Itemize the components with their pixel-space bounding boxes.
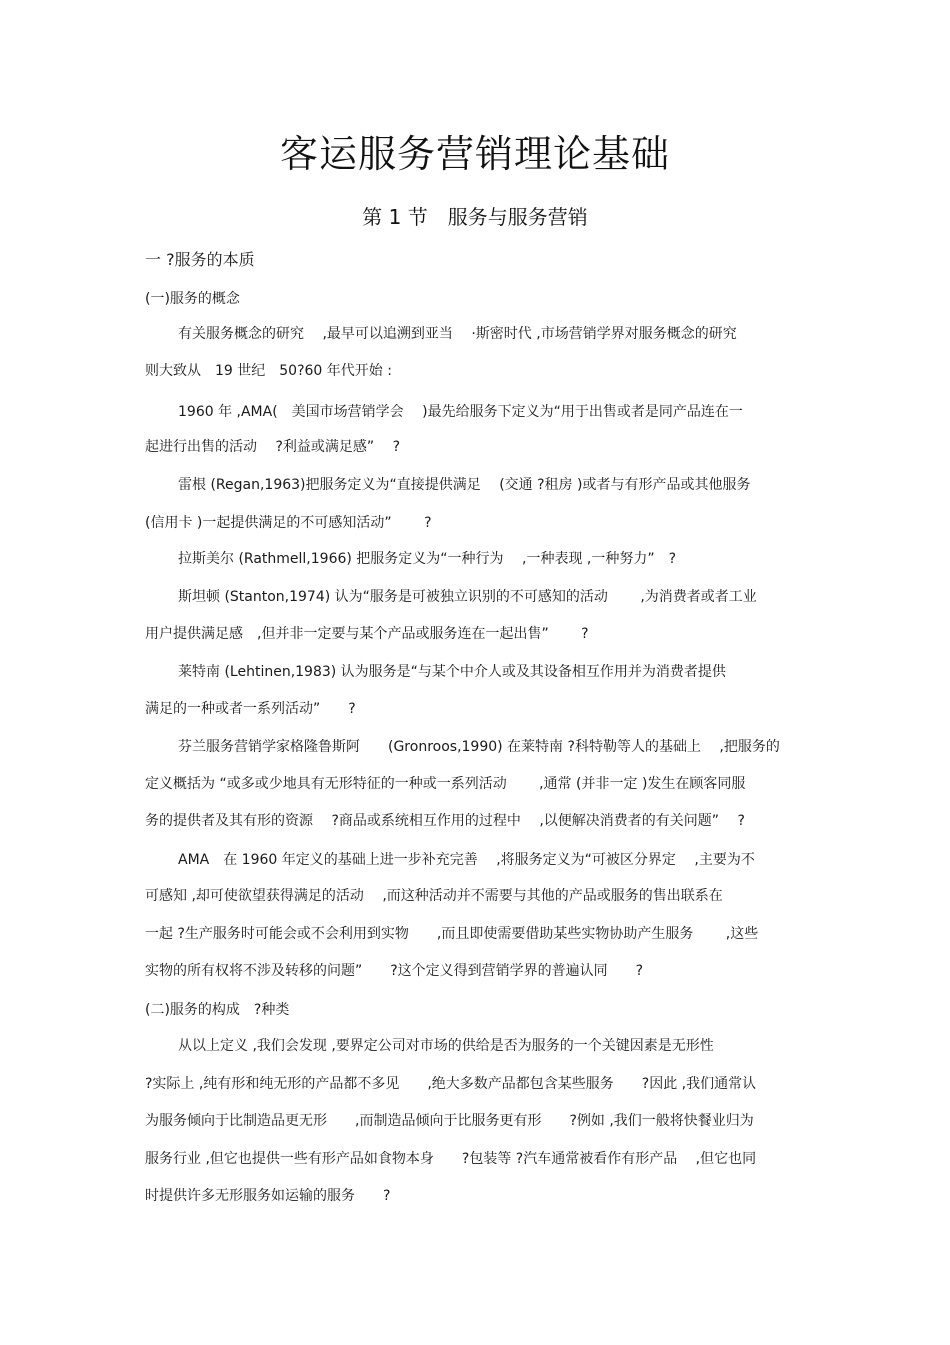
subheading-service-concept: (一)服务的概念	[145, 291, 240, 307]
section-title: 第 1 节 服务与服务营销	[362, 205, 588, 229]
text-line: 实物的所有权将不涉及转移的问题” ?这个定义得到营销学界的普遍认同 ?	[145, 963, 644, 979]
text-line: 1960 年 ,AMA( 美国市场营销学会 )最先给服务下定义为“用于出售或者是同产品连在一	[178, 404, 743, 420]
text-line: (信用卡 )一起提供满足的不可感知活动” ?	[145, 515, 432, 531]
text-line: 满足的一种或者一系列活动” ?	[145, 701, 356, 717]
text-line: 雷根 (Regan,1963)把服务定义为“直接提供满足 (交通 ?租房 )或者与有形产品或其他服务	[178, 477, 751, 493]
text-line: AMA 在 1960 年定义的基础上进一步补充完善 ,将服务定义为“可被区分界定 ,主要为不	[178, 852, 755, 868]
text-line: 有关服务概念的研究 ,最早可以追溯到亚当 ·斯密时代 ,市场营销学界对服务概念的研究	[178, 326, 737, 342]
text-line: 拉斯美尔 (Rathmell,1966) 把服务定义为“一种行为 ,一种表现 ,一种努力” ?	[178, 551, 677, 567]
text-line: 莱特南 (Lehtinen,1983) 认为服务是“与某个中介人或及其设备相互作用并为消费者提供	[178, 664, 726, 680]
text-line: 从以上定义 ,我们会发现 ,要界定公司对市场的供给是否为服务的一个关键因素是无形性	[178, 1038, 714, 1054]
text-line: 起进行出售的活动 ?利益或满足感” ?	[145, 439, 401, 455]
text-line: 可感知 ,却可使欲望获得满足的活动 ,而这种活动并不需要与其他的产品或服务的售出联系在	[145, 888, 723, 904]
text-line: 定义概括为 “或多或少地具有无形特征的一种或一系列活动 ,通常 (并非一定 )发生在顾客同服	[145, 776, 746, 792]
text-line: 为服务倾向于比制造品更无形 ,而制造品倾向于比服务更有形 ?例如 ,我们一般将快餐业归为	[145, 1113, 754, 1129]
text-line: 一起 ?生产服务时可能会或不会利用到实物 ,而且即使需要借助某些实物协助产生服务 ,这些	[145, 926, 759, 942]
text-line: 用户提供满足感 ,但并非一定要与某个产品或服务连在一起出售” ?	[145, 626, 589, 642]
text-line: 斯坦顿 (Stanton,1974) 认为“服务是可被独立识别的不可感知的活动 ,为消费者或者工业	[178, 589, 757, 605]
text-line: 务的提供者及其有形的资源 ?商品或系统相互作用的过程中 ,以便解决消费者的有关问题” ?	[145, 813, 745, 829]
text-line: ?实际上 ,纯有形和纯无形的产品都不多见 ,绝大多数产品都包含某些服务 ?因此 ,我们通常认	[145, 1076, 757, 1092]
text-line: 芬兰服务营销学家格隆鲁斯阿 (Gronroos,1990) 在莱特南 ?科特勒等人的基础上 ,把服务的	[178, 739, 780, 755]
text-line: 则大致从 19 世纪 50?60 年代开始 :	[145, 363, 392, 379]
subheading-service-types: (二)服务的构成 ?种类	[145, 1002, 290, 1018]
document-title: 客运服务营销理论基础	[279, 132, 670, 176]
text-line: 服务行业 ,但它也提供一些有形产品如食物本身 ?包装等 ?汽车通常被看作有形产品 ,但它也同	[145, 1151, 757, 1167]
text-line: 时提供许多无形服务如运输的服务 ?	[145, 1188, 391, 1204]
heading-service-essence: 一 ?服务的本质	[145, 250, 255, 269]
